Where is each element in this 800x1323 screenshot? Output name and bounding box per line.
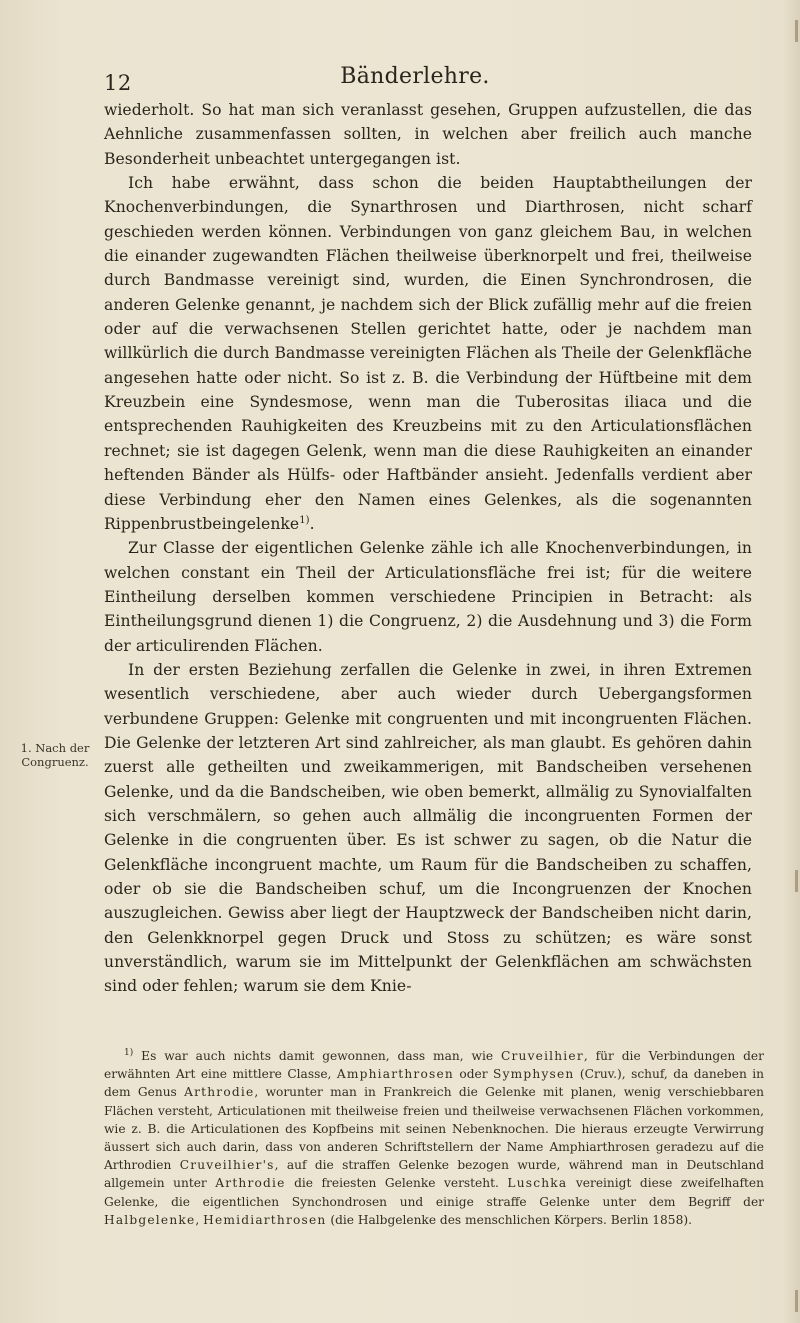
running-title: Bänderlehre. [340,64,490,89]
footnote-1 [104,1047,764,1229]
paragraph-4: In der ersten Beziehung zerfallen die Gelenke in zwei, in ihren Extremen wesentlich verschiedene, aber auch wieder durch Uebergangsformen verbundene Gruppen: Gelenke mit congruenten und mit incongruenten Flächen. Die Gelenke der letzteren Art sind zahlreicher, als man glaubt. Es gehören dahin zuerst alle getheilten und zweikammerigen, mit Bandscheiben versehenen Gelenke, und da die Bandscheiben, wie oben bemerkt, allmälig zu Synovialfalten sich verschmälern, so gehen auch allmälig die incongruenten Formen der Gelenke in die congruenten über. Es ist schwer zu sagen, ob die Natur die Gelenkfläche incongruent machte, um Raum für die Bandscheiben zu schaffen, oder ob sie die Bandscheiben schuf, um die Incongruenzen der Knochen auszugleichen. Gewiss aber liegt der Hauptzweck der Bandscheiben nicht darin, den Gelenkknorpel gegen Druck und Stoss zu schützen; es wäre sonst unverständlich, warum sie im Mittelpunkt der Gelenkflächen am schwächsten sind oder fehlen; warum sie dem Knie- [104,660,752,996]
page-number: 12 [104,71,132,95]
footnote-area [104,1047,764,1229]
page-edge-mark [795,1290,798,1312]
page-edge-mark [795,870,798,892]
footnote-text: oder [453,1067,494,1082]
term: Arthrodie [215,1176,286,1191]
page-edge-shadow [782,0,800,1323]
main-text [104,98,752,999]
margin-note: 1. Nach der Congruenz. [20,741,90,769]
paragraph-2 [104,171,752,536]
footnote-text: vereinigt diese zweifelhaften Gelenke, die eigentlichen Synchondrosen und einige straffe Gelenke unter dem Begriff der [104,1176,764,1209]
footnote-mark: 1) [124,1047,134,1058]
term: Halbgelenke [104,1212,196,1227]
footnote-text: , auf die straffen Gelenke bezogen wurde, während man in Deutschland allgemein unter [104,1158,764,1191]
footnote-text: (die Halbgelenke des menschlichen Körpers. Berlin 1858). [326,1212,692,1227]
term: Amphiarthrosen [336,1067,454,1082]
paragraph-2-text: Ich habe erwähnt, dass schon die beiden Hauptabtheilungen der Knochenverbindungen, die Synarthrosen und Diarthrosen, nicht scharf geschieden werden können. Verbindungen von ganz gleichem Bau, in welchen die einander zugewandten Flächen theilweise überknorpelt und frei, theilweise durch Bandmasse vereinigt sind, wurden, die Einen Synchrondrosen, die anderen Gelenke genannt, je nachdem sich der Blick zufällig mehr auf die freien oder auf die verwachsenen Stellen gerichtet hatte, oder je nachdem man willkürlich die durch Bandmasse vereinigten Flächen als Theile der Gelenkfläche angesehen hatte oder nicht. So ist z. B. die Verbindung der Hüftbeine mit dem Kreuzbein eine Syndesmose, wenn man die Tuberositas iliaca und die entsprechenden Rauhigkeiten des Kreuzbeins mit zu den Articulationsflächen rechnet; sie ist dagegen Gelenk, wenn man die diese Rauhigkeiten an einander heftenden Bänder als Hülfs- oder Haftbänder ansieht. Jedenfalls verdient aber diese Verbindung eher den Namen eines Gelenkes, als die sogenannten Rippenbrustbeingelenke [104,174,752,533]
footnote-text: , für die Verbindungen der erwähnten Art eine mittlere Classe, [104,1049,764,1082]
footnote-text: die freiesten Gelenke versteht. [285,1176,508,1191]
footnote-reference[interactable]: 1) [299,514,310,526]
paragraph-2-end: . [309,514,315,533]
paragraph-1: wiederholt. So hat man sich veranlasst gesehen, Gruppen aufzustellen, die das Aehnliche zusammenfassen sollten, in welchen aber freilich auch manche Besonderheit unbeachtet untergegangen ist. [104,101,752,168]
author-name: Luschka [507,1176,568,1191]
term: Hemidiarthrosen [203,1212,327,1227]
author-name: Cruveilhier [500,1049,584,1063]
footnote-text: (Cruv.), schuf, da daneben in dem Genus [104,1067,764,1100]
footnote-text: Es war auch nichts damit gewonnen, dass man, wie [133,1049,501,1063]
footnote-text: , worunter man in Frankreich die Gelenke mit planen, wenig verschiebbaren Flächen versteht, Articulationen mit theilweise freien und theilweise verwachsenen Flächen vorkommen, wie z. B. die Articulationen des Kopfbeins mit seinen Nebenknochen. Die hieraus erzeugte Verwirrung äussert sich auch darin, dass von anderen Schriftstellern der Name Amphiarthrosen geradezu auf die Arthrodien [104,1085,764,1173]
footnote-text: , [195,1212,204,1227]
page-edge-mark [795,20,798,42]
term: Arthrodie [184,1085,255,1100]
author-name: Cruveilhier's [179,1158,275,1173]
term: Symphysen [493,1067,575,1082]
paragraph-3: Zur Classe der eigentlichen Gelenke zähle ich alle Knochenverbindungen, in welchen constant ein Theil der Articulationsfläche frei ist; für die weitere Eintheilung derselben kommen verschiedene Principien in Betracht: als Eintheilungsgrund dienen 1) die Congruenz, 2) die Ausdehnung und 3) die Form der articulirenden Flächen. [104,539,752,655]
